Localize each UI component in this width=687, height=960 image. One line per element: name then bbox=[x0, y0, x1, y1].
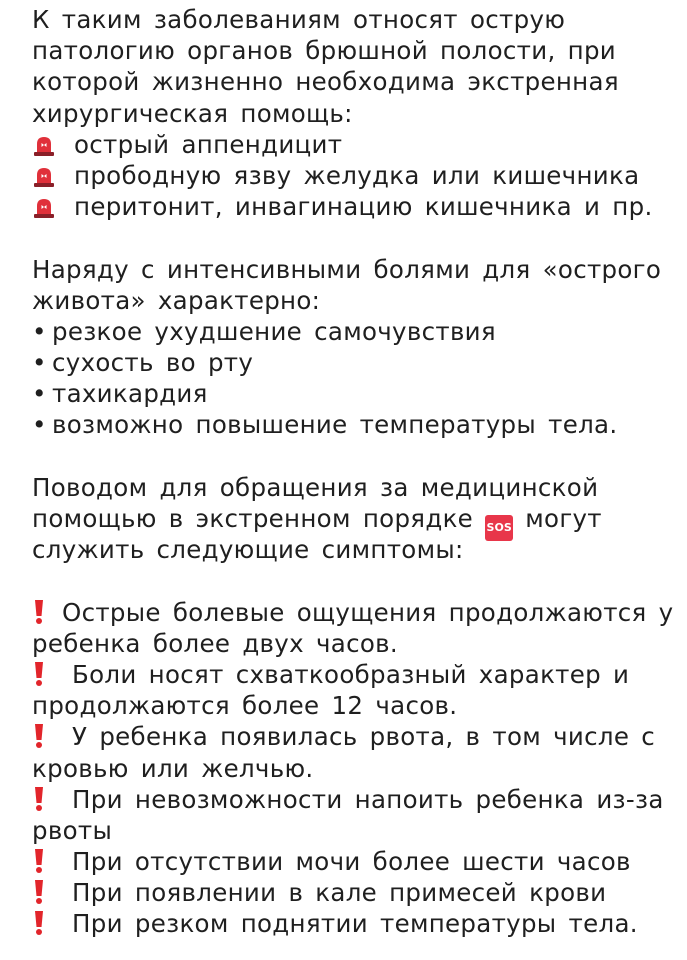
red-exclamation-icon bbox=[32, 786, 46, 812]
emergency-intro-line bbox=[32, 503, 667, 534]
bullet-list-item bbox=[32, 347, 667, 378]
siren-item-text: острый аппендицит bbox=[74, 129, 343, 159]
emergency-intro-text: помощью в экстренном порядке bbox=[32, 504, 474, 533]
intro-line: которой жизненно необходима экстренная bbox=[32, 67, 619, 97]
bullet-icon: • bbox=[32, 379, 47, 409]
siren-list-item bbox=[32, 129, 667, 160]
siren-list-item bbox=[32, 160, 667, 191]
red-exclamation-icon bbox=[32, 599, 46, 625]
warning-item bbox=[32, 659, 667, 721]
warning-item bbox=[32, 908, 667, 939]
symptoms-intro-line: живота» характерно: bbox=[32, 285, 321, 315]
red-exclamation-icon bbox=[32, 910, 46, 936]
siren-icon bbox=[32, 134, 56, 156]
red-exclamation-icon bbox=[32, 879, 46, 905]
warning-item bbox=[32, 877, 667, 908]
warning-item bbox=[32, 721, 667, 783]
intro-line: К таким заболеваниям относят острую bbox=[32, 5, 566, 34]
warning-text: При невозможности напоить ребенка из-за bbox=[72, 784, 664, 814]
warning-item bbox=[32, 846, 667, 877]
warning-text: При появлении в кале примесей крови bbox=[72, 878, 607, 908]
warning-text-cont: ребенка более двух часов. bbox=[32, 628, 398, 658]
warning-item bbox=[32, 784, 667, 846]
emergency-intro-line: служить следующие симптомы: bbox=[32, 535, 464, 565]
warning-text-cont: кровью или желчью. bbox=[32, 753, 314, 783]
warning-text: У ребенка появилась рвота, в том числе с bbox=[72, 722, 656, 752]
bullet-item-text: тахикардия bbox=[52, 379, 208, 409]
bullet-icon: • bbox=[32, 348, 47, 378]
warning-text-cont: рвоты bbox=[32, 815, 113, 845]
warning-text: Боли носят схваткообразный характер и bbox=[72, 659, 630, 689]
warning-item bbox=[32, 597, 674, 659]
bullet-list-item bbox=[32, 378, 667, 409]
warning-text: При резком поднятии температуры тела. bbox=[72, 909, 638, 939]
siren-icon bbox=[32, 165, 56, 187]
siren-item-text: перитонит, инвагинацию кишечника и пр. bbox=[74, 192, 653, 222]
emergency-intro-text: могут bbox=[525, 504, 602, 533]
warning-text: При отсутствии мочи более шести часов bbox=[72, 847, 631, 877]
intro-line: патологию органов брюшной полости, при bbox=[32, 36, 617, 66]
emergency-intro-line: Поводом для обращения за медицинской bbox=[32, 472, 599, 502]
bullet-icon: • bbox=[32, 410, 47, 440]
warning-text: Острые болевые ощущения продолжаются у bbox=[62, 597, 674, 627]
red-exclamation-icon bbox=[32, 723, 46, 749]
bullet-item-text: возможно повышение температуры тела. bbox=[52, 410, 618, 440]
warning-list bbox=[32, 597, 674, 940]
red-exclamation-icon bbox=[32, 848, 46, 874]
siren-item-text: прободную язву желудка или кишечника bbox=[74, 160, 640, 190]
bullet-item-text: резкое ухудшение самочувствия bbox=[52, 316, 496, 346]
sos-icon: SOS bbox=[485, 515, 513, 541]
red-exclamation-icon bbox=[32, 661, 46, 687]
bullet-list-item bbox=[32, 409, 667, 440]
symptoms-intro-line: Наряду с интенсивными болями для «острого bbox=[32, 254, 662, 284]
bullet-list-item bbox=[32, 316, 667, 347]
bullet-item-text: сухость во рту bbox=[52, 348, 254, 378]
bullet-icon: • bbox=[32, 316, 47, 346]
intro-line: хирургическая помощь: bbox=[32, 98, 353, 128]
warning-text-cont: продолжаются более 12 часов. bbox=[32, 691, 458, 721]
siren-icon bbox=[32, 196, 56, 218]
siren-list-item bbox=[32, 191, 667, 222]
